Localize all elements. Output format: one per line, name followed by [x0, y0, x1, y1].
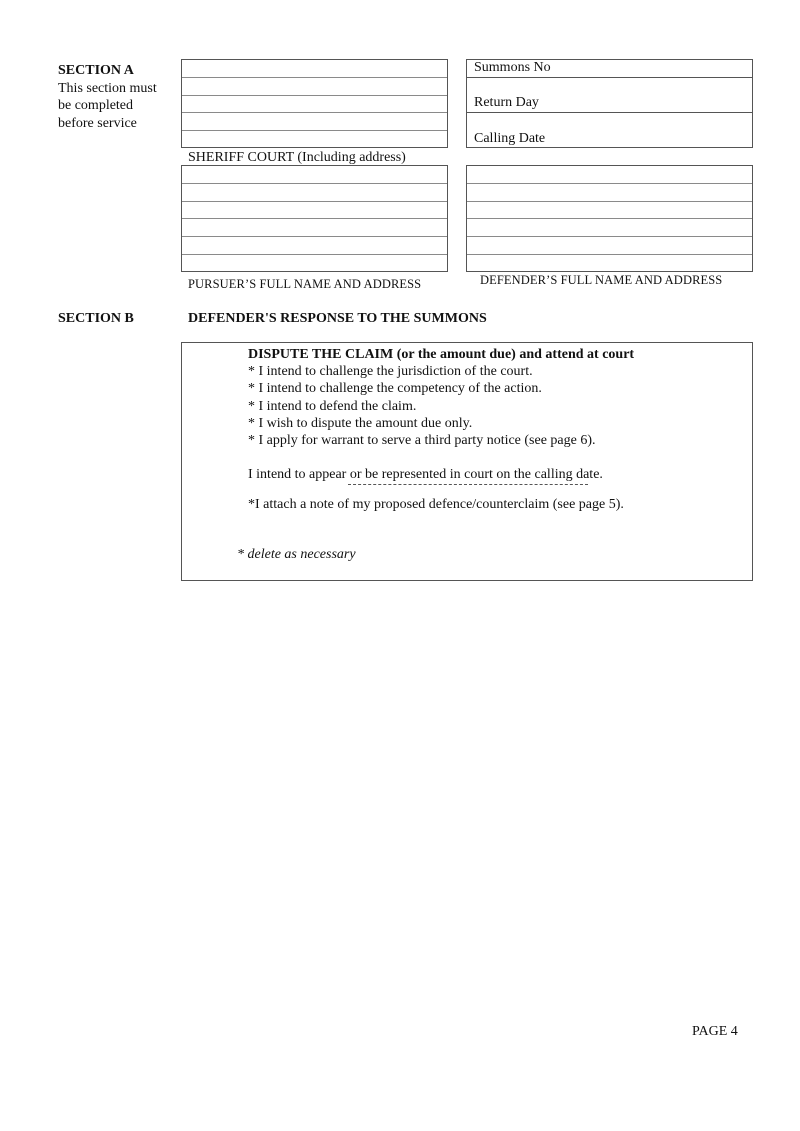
pursuer-line[interactable]: [182, 202, 447, 220]
pursuer-line[interactable]: [182, 166, 447, 184]
pursuer-line[interactable]: [182, 255, 447, 273]
sheriff-court-label: SHERIFF COURT (Including address): [188, 150, 406, 165]
section-a-label: [58, 62, 178, 132]
pursuer-label: PURSUER’S FULL NAME AND ADDRESS: [188, 277, 422, 291]
section-a-note-line: before service: [58, 115, 137, 131]
section-b-title: SECTION B: [58, 311, 134, 326]
summons-no-label: Summons No: [474, 60, 551, 75]
court-address-line[interactable]: [182, 113, 447, 131]
defender-label: DEFENDER’S FULL NAME AND ADDRESS: [480, 273, 723, 287]
defender-line[interactable]: [467, 202, 752, 220]
spacer: [248, 449, 728, 466]
section-a-title: SECTION A: [58, 63, 134, 78]
appear-statement: I intend to appear or be represented in court on the calling date.: [248, 467, 603, 483]
response-option: * I wish to dispute the amount due only.: [248, 415, 473, 431]
return-day-label: Return Day: [474, 95, 539, 110]
pursuer-line[interactable]: [182, 184, 447, 202]
defender-line[interactable]: [467, 255, 752, 273]
section-a-note-line: be completed: [58, 98, 134, 113]
response-option: * I intend to challenge the jurisdiction of the court.: [248, 364, 533, 380]
summons-info-box: [466, 59, 753, 148]
response-option: * I intend to defend the claim.: [248, 398, 417, 414]
defender-response-box: [181, 342, 753, 581]
sheriff-court-address-field[interactable]: [181, 59, 448, 148]
summons-no-field[interactable]: [467, 60, 752, 78]
response-option: * I apply for warrant to serve a third party notice (see page 6).: [248, 433, 596, 449]
delete-note: * delete as necessary: [237, 547, 356, 562]
response-content: [248, 346, 728, 483]
court-address-line[interactable]: [182, 131, 447, 149]
pursuer-line[interactable]: [182, 219, 447, 237]
calling-date-field[interactable]: [467, 113, 752, 148]
defender-line[interactable]: [467, 184, 752, 202]
attach-note: *I attach a note of my proposed defence/counterclaim (see page 5).: [248, 497, 624, 512]
calling-date-label: Calling Date: [474, 131, 546, 146]
defender-name-address-field[interactable]: [466, 165, 753, 272]
section-b-heading: DEFENDER'S RESPONSE TO THE SUMMONS: [188, 311, 487, 326]
court-address-line[interactable]: [182, 96, 447, 114]
court-address-line[interactable]: [182, 60, 447, 78]
section-a-note-line: This section must: [58, 80, 157, 96]
pursuer-line[interactable]: [182, 237, 447, 255]
return-day-field[interactable]: [467, 78, 752, 113]
signature-dash-line: [348, 484, 588, 485]
response-title: DISPUTE THE CLAIM (or the amount due) and attend at court: [248, 347, 635, 362]
defender-line[interactable]: [467, 166, 752, 184]
response-option: * I intend to challenge the competency of the action.: [248, 381, 542, 397]
pursuer-name-address-field[interactable]: [181, 165, 448, 272]
defender-line[interactable]: [467, 219, 752, 237]
defender-line[interactable]: [467, 237, 752, 255]
page-number: PAGE 4: [692, 1024, 738, 1039]
court-address-line[interactable]: [182, 78, 447, 96]
